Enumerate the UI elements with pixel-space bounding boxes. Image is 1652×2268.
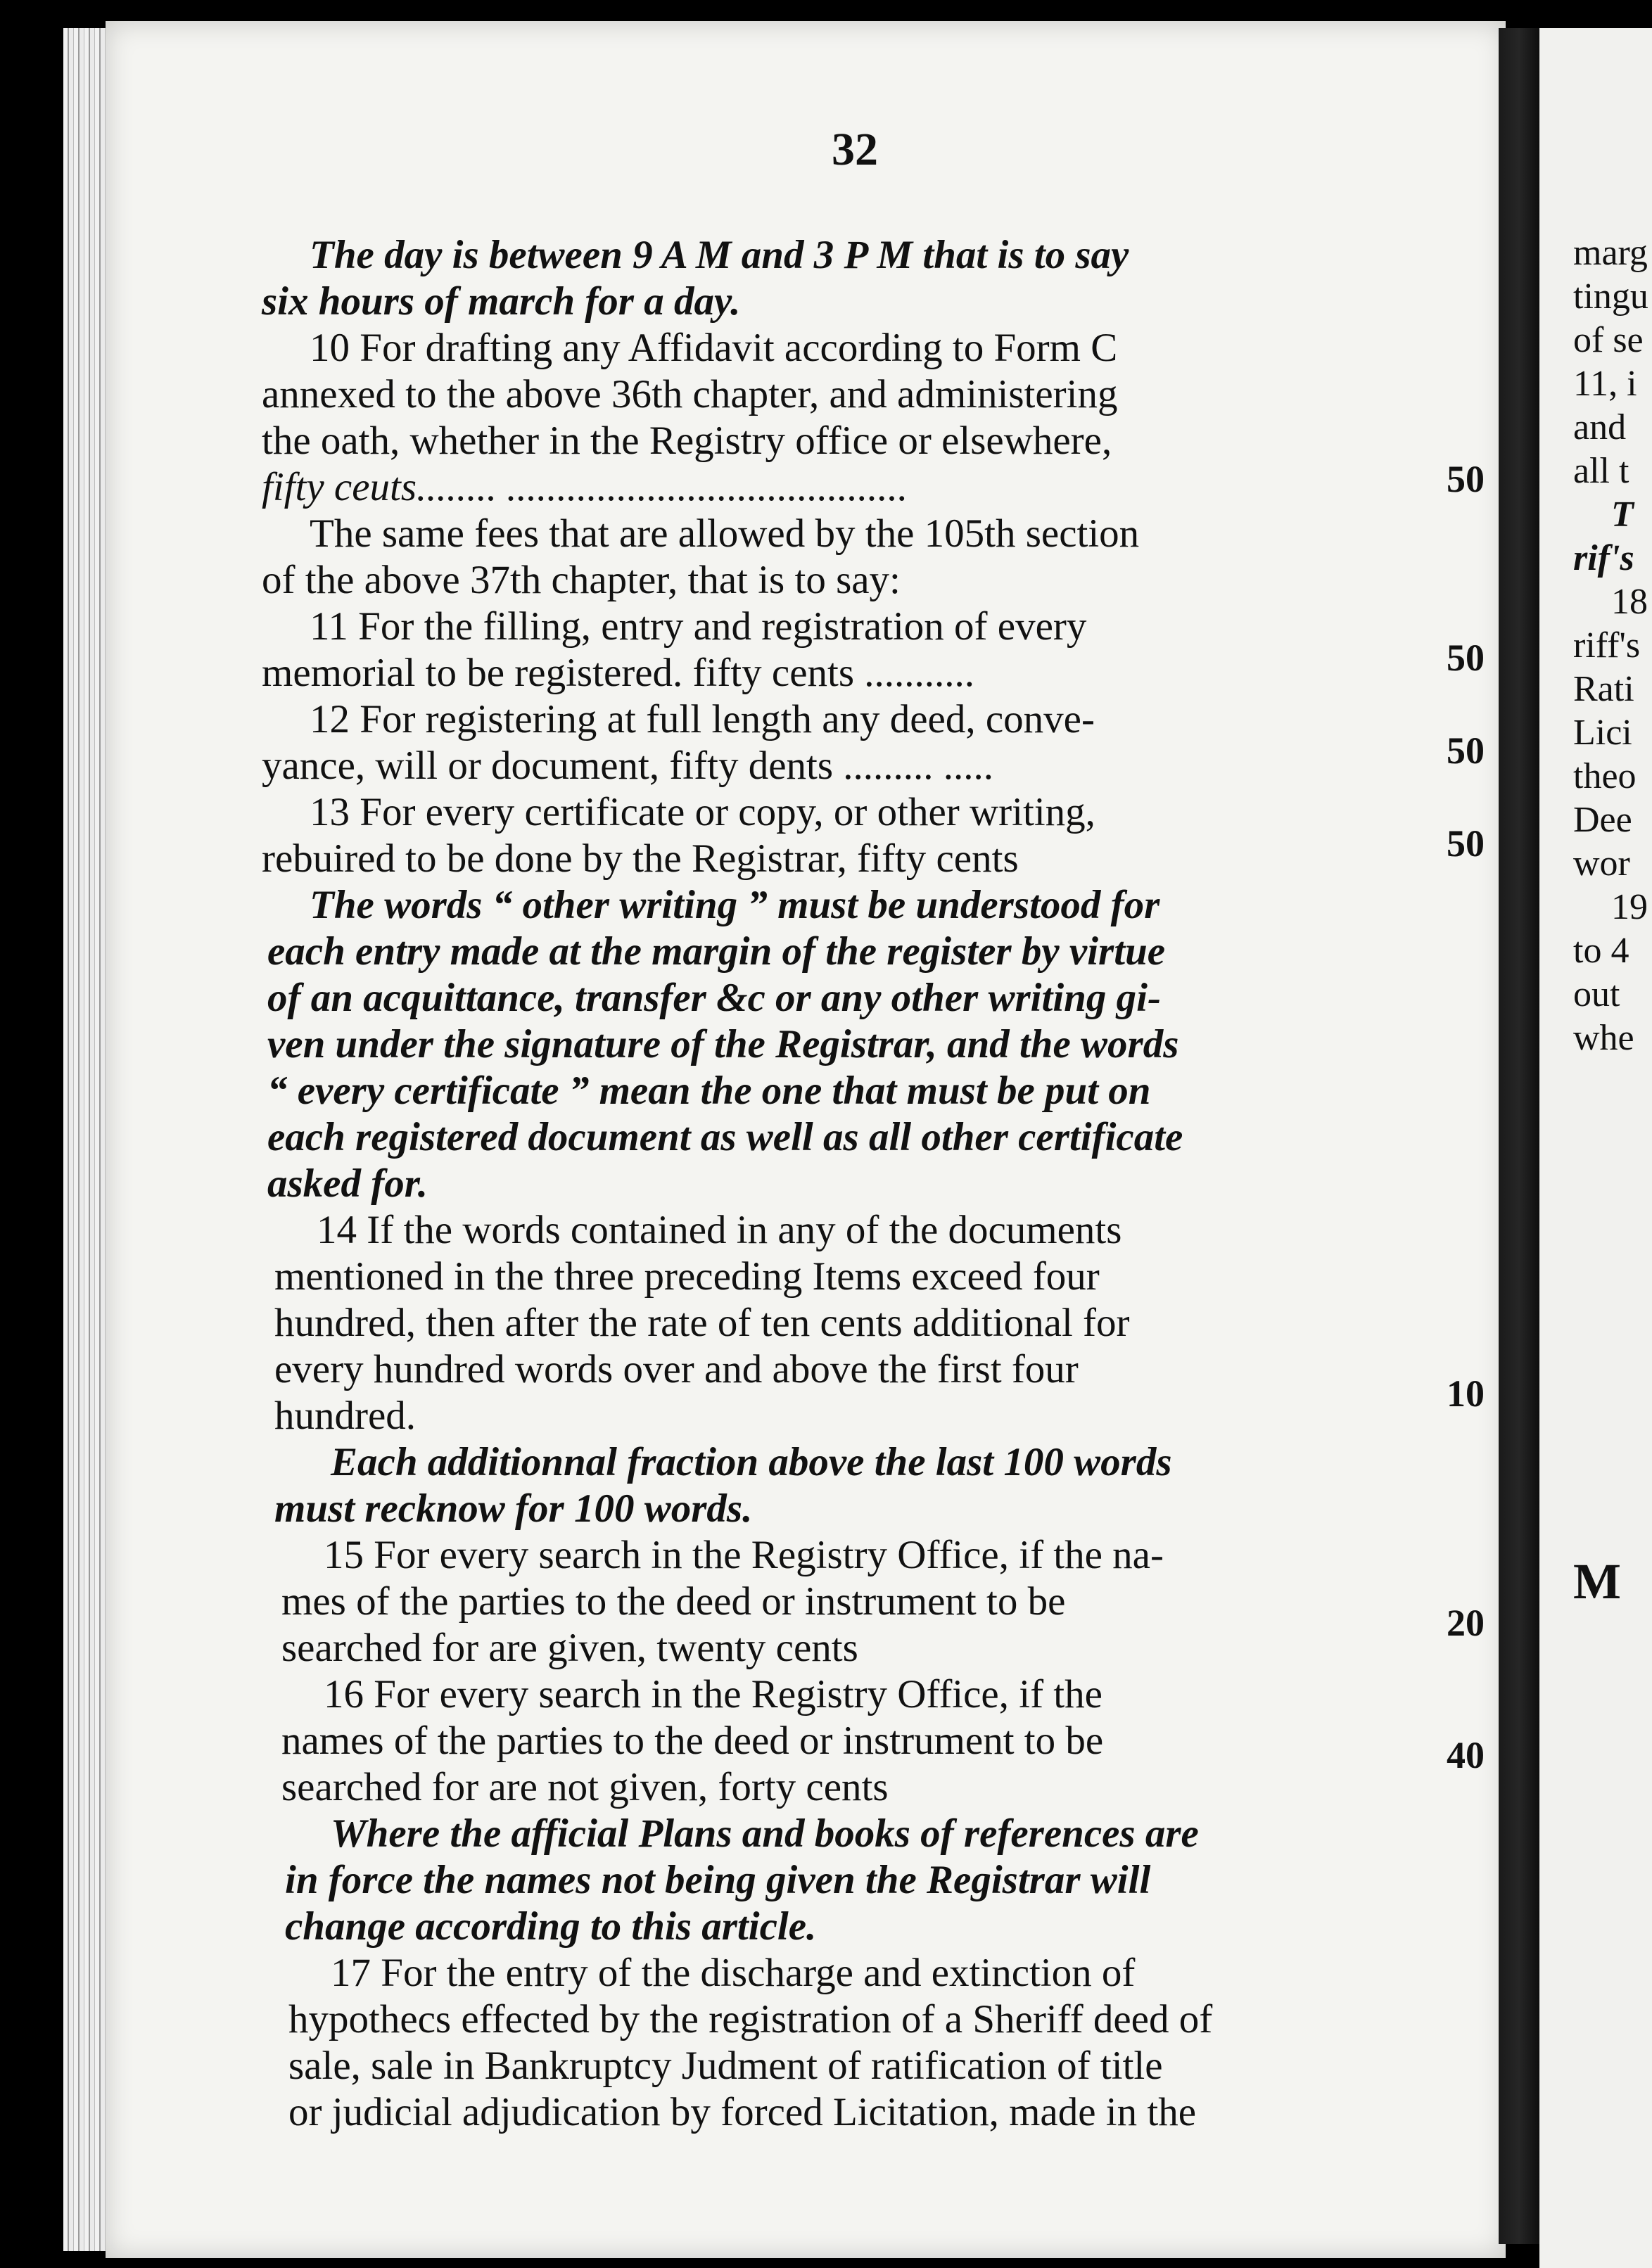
text-line: of an acquittance, transfer &c or any other writing gi- — [267, 976, 1161, 1020]
text-line: the oath, whether in the Registry office or elsewhere, — [262, 419, 1112, 463]
fee-amount: 40 — [1447, 1734, 1485, 1776]
text-line: hundred. — [274, 1394, 417, 1438]
text-line: 10 For drafting any Affidavit according to Form C — [310, 326, 1118, 370]
text-line: in force the names not being given the Registrar will — [285, 1858, 1151, 1902]
text-line: 13 For every certificate or copy, or other writing, — [310, 790, 1095, 834]
next-page-fragment: 18 — [1611, 582, 1648, 622]
next-page-fragment: riff's — [1573, 625, 1641, 665]
text-line: The words “ other writing ” must be understood for — [310, 883, 1160, 927]
text-line: ven under the signature of the Registrar, and the words — [267, 1022, 1179, 1066]
text-line: The same fees that are allowed by the 105th section — [310, 511, 1140, 556]
fee-amount: 10 — [1447, 1372, 1485, 1415]
text-line: mentioned in the three preceding Items exceed four — [274, 1254, 1100, 1299]
next-page-fragment: tingu — [1573, 276, 1648, 317]
scan-border-top — [0, 0, 1652, 21]
text-line: 12 For registering at full length any deed, conve- — [310, 697, 1095, 741]
text-line: mes of the parties to the deed or instrument to be — [281, 1579, 1066, 1624]
next-page-fragment: rif's — [1573, 538, 1634, 578]
text-line: Each additionnal fraction above the last 100 words — [331, 1440, 1172, 1484]
text-line: yance, will or document, fifty dents ......... ..... — [262, 744, 994, 788]
text-line: searched for are given, twenty cents — [281, 1626, 858, 1670]
text-line: six hours of march for a day. — [262, 279, 741, 324]
next-page-fragment: M — [1573, 1553, 1621, 1610]
next-page-fragment: theo — [1573, 756, 1637, 796]
next-page-fragment: to 4 — [1573, 931, 1629, 971]
text-line: asked for. — [267, 1161, 428, 1206]
next-page-fragment: and — [1573, 407, 1627, 447]
text-line: 11 For the filling, entry and registration of every — [310, 604, 1087, 649]
text-line: each registered document as well as all other certificate — [267, 1115, 1183, 1159]
text-line: 15 For every search in the Registry Office, if the na- — [324, 1533, 1164, 1577]
fee-amount: 20 — [1447, 1602, 1485, 1644]
text-line: or judicial adjudication by forced Licitation, made in the — [288, 2090, 1196, 2134]
next-page-fragment: wor — [1573, 843, 1630, 884]
fee-amount: 50 — [1447, 730, 1485, 772]
text-line: every hundred words over and above the first four — [274, 1347, 1079, 1391]
text-line: each entry made at the margin of the register by virtue — [267, 929, 1166, 974]
text-line: of the above 37th chapter, that is to say: — [262, 558, 901, 602]
next-page-fragment: Dee — [1573, 800, 1632, 840]
next-page-fragment: Rati — [1573, 669, 1634, 709]
next-page-fragment: T — [1611, 495, 1634, 535]
text-line: names of the parties to the deed or instrument to be — [281, 1719, 1104, 1763]
next-page-fragment: 11, i — [1573, 364, 1637, 404]
next-page-fragment: of se — [1573, 320, 1644, 360]
text-line: The day is between 9 A M and 3 P M that is to say — [310, 233, 1129, 277]
fee-amount: 50 — [1447, 637, 1485, 679]
text-line: change according to this article. — [285, 1904, 817, 1949]
text-line: memorial to be registered. fifty cents ........... — [262, 651, 975, 695]
text-line: rebuired to be done by the Registrar, fifty cents — [262, 836, 1019, 881]
text-line: annexed to the above 36th chapter, and administering — [262, 372, 1118, 416]
next-page-fragment: Lici — [1573, 713, 1632, 753]
text-line: 17 For the entry of the discharge and extinction of — [331, 1951, 1136, 1995]
text-line: Where the afficial Plans and books of references are — [331, 1811, 1199, 1856]
next-page-fragment: 19 — [1611, 887, 1648, 927]
page-number: 32 — [832, 124, 878, 175]
text-line: hypothecs effected by the registration of a Sheriff deed of — [288, 1997, 1213, 2041]
text-line: must recknow for 100 words. — [274, 1486, 753, 1531]
book-gutter — [1499, 28, 1539, 2244]
next-page-fragment: whe — [1573, 1018, 1634, 1058]
text-line: “ every certificate ” mean the one that must be put on — [267, 1069, 1151, 1113]
text-line: fifty ceuts........ ........................................ — [262, 465, 908, 509]
text-line: sale, sale in Bankruptcy Judment of ratification of title — [288, 2044, 1163, 2088]
next-page-fragment: all t — [1573, 451, 1629, 491]
text-line: searched for are not given, forty cents — [281, 1765, 889, 1809]
fee-amount: 50 — [1447, 458, 1485, 500]
text-line: 14 If the words contained in any of the documents — [317, 1208, 1122, 1252]
next-page-fragment: marg — [1573, 233, 1648, 273]
fee-amount: 50 — [1447, 822, 1485, 865]
next-page-fragment: out — [1573, 974, 1620, 1014]
text-line: 16 For every search in the Registry Office, if the — [324, 1672, 1103, 1716]
text-line: hundred, then after the rate of ten cents additional for — [274, 1301, 1130, 1345]
